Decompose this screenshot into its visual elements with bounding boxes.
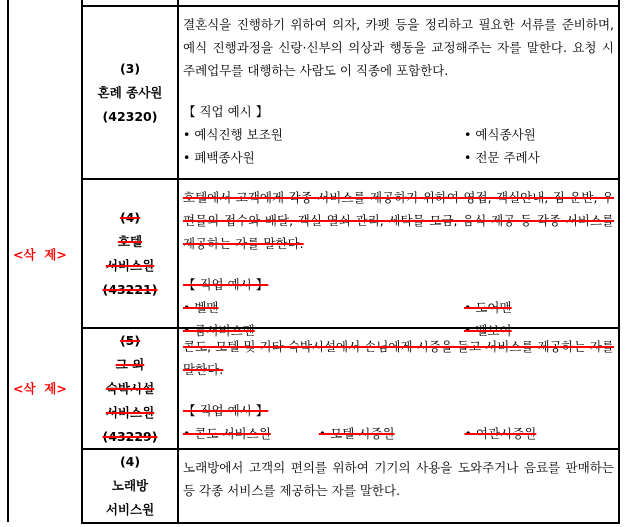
table-row-karaoke xyxy=(81,448,620,524)
examples-list: • 콘도 서비스원 • 모텔 시중원 • 여관시중원 xyxy=(183,426,537,441)
occupation-description: 노래방에서 고객의 편의를 위하여 기기의 사용을 도와주거나 음료를 판매하는 등 각종 서비스를 제공하는 자를 말한다. xyxy=(183,460,614,498)
examples-list: • 벨맨 • 도어맨 • 룸서비스맨 • 벨보이 xyxy=(183,300,512,338)
margin-line xyxy=(7,0,9,522)
delete-label-hotel: <삭 제> xyxy=(13,247,67,262)
delete-label-lodging: <삭 제> xyxy=(13,381,67,396)
examples-title: 【 직업 예시 】 xyxy=(183,277,269,292)
occupation-description: 호텔에서 고객에게 각종 서비스를 제공하기 위하여 영접, 객실안내, 짐 운반, 우편물의 접수와 배달, 객실 열쇠 관리, 세탁물 모금, 음식 제공 등 각종 서비스를 제공하는 자를 말한다. 【 직업 예시 】 • 벨맨 • 도어맨 • 룸서비스맨 • 벨보이 xyxy=(179,180,618,327)
examples-title: 【 직업 예시 】 xyxy=(183,104,269,119)
table-row-wedding xyxy=(81,7,620,180)
table-row-top xyxy=(81,0,620,7)
examples-title: 【 직업 예시 】 xyxy=(183,403,269,418)
occupation-description: 결혼식을 진행하기 위하여 의자, 카펫 등을 정리하고 필요한 서류를 준비하며, 예식 진행과정을 신랑·신부의 의상과 행동을 교정해주는 자를 말한다. 요청 시 주례업무를 대행하는 사람도 이 직종에 포함한다. 【 직업 예시 】 • 예식진행 보조원 • 예식종사원 • 폐백종사원 • 전문 주례사 xyxy=(179,7,618,178)
table-row-lodging-deleted xyxy=(81,327,620,450)
examples-list: • 예식진행 보조원 • 예식종사원 • 폐백종사원 • 전문 주례사 xyxy=(183,127,540,165)
occupation-name: (5) 그 외 숙박시설 서비스원 (43229) xyxy=(83,329,179,448)
occupation-name: (4) 호텔 서비스원 (43221) xyxy=(83,180,179,327)
occupation-name: (3) 혼례 종사원 (42320) xyxy=(83,7,179,178)
occupation-name: (4) 노래방 서비스원 xyxy=(83,450,179,522)
table-row-hotel-deleted xyxy=(81,178,620,338)
occupation-description: 콘도, 모텔 및 기타 숙박시설에서 손님에게 시중을 들고 서비스를 제공하는 자를 말한다. 【 직업 예시 】 • 콘도 서비스원 • 모텔 시중원 • 여관시중원 xyxy=(179,329,618,448)
